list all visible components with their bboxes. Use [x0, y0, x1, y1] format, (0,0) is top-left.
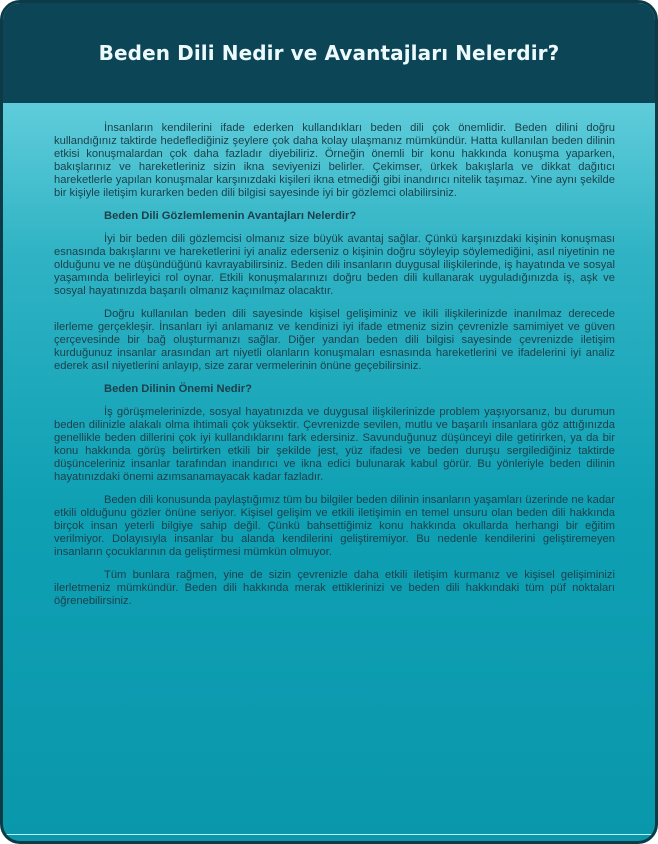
paragraph-education: Beden dili konusunda paylaştığımız tüm bu bilgiler beden dilinin insanların yaşamları üzerinde ne kadar etkili olduğunu gözler önüne seriyor. Kişisel gelişim ve etkili iletişimin en temel unsuru olan beden dili hakkında birçok insan yeterli bilgiye sahip değil. Çünkü bahsettiğimiz konu hakkında okullarda herhangi bir eğitim verilmiyor. Dolayısıyla insanlar bu alanda kendilerini geliştiremiyor. Bu nedenle kendilerini geliştiremeyen insanların çocuklarının da geliştirmesi mümkün olmuyor.	[54, 494, 615, 558]
section-heading-importance: Beden Dilinin Önemi Nedir?	[104, 383, 252, 395]
paragraph-importance: İş görüşmelerinizde, sosyal hayatınızda ve duygusal ilişkilerinizde problem yaşıyorsanız, bu durumun beden dilinizle alakalı olma ihtimali çok yüksektir. Çevrenizde sevilen, mutlu ve başarılı insanlara göz attığınızda genellikle beden dillerini çok iyi kullandıklarını fark edersiniz. Savunduğunuz düşünceyi dile getirirken, ya da bir konu hakkında görüş belirtirken etkili bir şekilde jest, yüz ifadesi ve beden duruşu sergilediğiniz taktirde düşünceleriniz insanlar tarafından inandırıcı ve ikna edici bulunarak kabul görür. Bu yönleriyle beden dilinin hayatınızdaki önemi azımsanamayacak kadar fazladır.	[54, 406, 615, 483]
paragraph-personal-growth: Doğru kullanılan beden dili sayesinde kişisel gelişiminiz ve ikili ilişkilerinizde inanılmaz derecede ilerleme gerçekleşir. İnsanları iyi anlamanız ve kendinizi iyi ifade etmeniz sizin çevrenizle samimiyet ve güven çerçevesinde bir bağ oluşturmanızı sağlar. Diğer yandan beden dili bilgisi sayesinde çevrenizde iletişim kurduğunuz insanlar arasından art niyetli olanların konuşmaları esnasında hareketlerini ve ifadelerini iyi analiz ederek asıl niyetlerini anlayıp, size zarar vermelerinin önüne geçebilirsiniz.	[54, 308, 615, 372]
page-title: Beden Dili Nedir ve Avantajları Nelerdir?	[98, 41, 560, 65]
section-heading-advantages: Beden Dili Gözlemlemenin Avantajları Nelerdir?	[104, 210, 357, 222]
article-body	[54, 122, 615, 618]
paragraph-intro: İnsanların kendilerini ifade ederken kullandıkları beden dili çok önemlidir. Beden dilini doğru kullandığınız taktirde hedeflediğiniz şeylere çok daha kolay ulaşmanız mümkündür. Hatta kullanılan beden dilinin etkisi konuşmalardan çok daha fazladır diyebiliriz. Örneğin önemli bir konu hakkında konuşma yaparken, bakışlarınız ve hareketleriniz sizin ikna seviyenizi belirler. Çekimser, ürkek bakışlarla ve dikkat dağıtıcı hareketlerle yapılan konuşmalar karşınızdaki kişileri ikna etmediği gibi inandırıcı nitelik taşımaz. Yine aynı şekilde bir kişiyle iletişim kurarken beden dili bilgisi sayesinde iyi bir gözlemci olabilirsiniz.	[54, 122, 615, 199]
paragraph-advantages: İyi bir beden dili gözlemcisi olmanız size büyük avantaj sağlar. Çünkü karşınızdaki kişinin konuşması esnasında bakışlarını ve hareketlerini iyi analiz ederseniz o kişinin doğru söyleyip söylemediğini, asıl niyetinin ne olduğunu ve ne düşündüğünü kavrayabilirsiniz. Beden dili insanların duygusal ilişkilerinde, iş hayatında ve sosyal yaşamında belirleyici rol oynar. Etkili konuşmalarınızı doğru beden dili kullanarak uyguladığınızda iş, aşk ve sosyal hayatınızda başarılı olmanız kaçınılmaz olacaktır.	[54, 233, 615, 297]
paragraph-conclusion: Tüm bunlara rağmen, yine de sizin çevrenizle daha etkili iletişim kurmanız ve kişisel gelişiminizi ilerletmeniz mümkündür. Beden dili hakkında merak ettiklerinizi ve beden dili hakkındaki tüm püf noktaları öğrenebilirsiniz.	[54, 569, 615, 607]
page-header	[3, 3, 655, 103]
